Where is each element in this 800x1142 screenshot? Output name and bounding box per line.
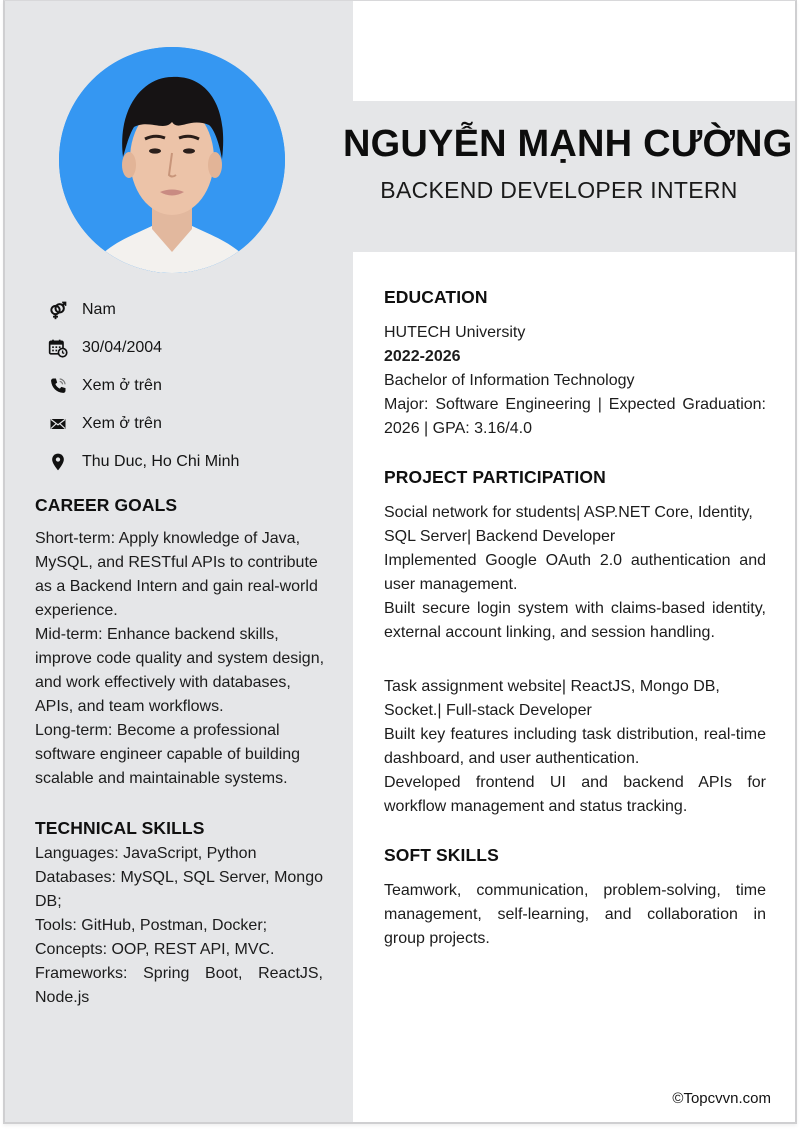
gender-icon xyxy=(47,299,69,321)
candidate-role: BACKEND DEVELOPER INTERN xyxy=(380,177,738,203)
contact-info xyxy=(45,291,325,481)
cv-page xyxy=(3,0,797,1124)
education-details: Major: Software Engineering | Expected Graduation: 2026 | GPA: 3.16/4.0 xyxy=(384,396,766,437)
skill-frameworks: Frameworks: Spring Boot, ReactJS, Node.js xyxy=(35,965,323,1006)
skill-databases: Databases: MySQL, SQL Server, Mongo DB; xyxy=(35,869,323,910)
profile-photo xyxy=(59,47,285,273)
email-value: Xem ở trên xyxy=(82,415,162,432)
education-title: EDUCATION xyxy=(384,287,488,307)
email-icon xyxy=(47,413,69,435)
technical-skills-title: TECHNICAL SKILLS xyxy=(35,818,205,838)
projects-section xyxy=(384,467,766,819)
career-goals-title: CAREER GOALS xyxy=(35,495,178,515)
project-heading: Social network for students| ASP.NET Core, Identity, SQL Server| Backend Developer xyxy=(384,504,753,545)
portrait-image xyxy=(59,47,285,273)
skill-concepts: Concepts: OOP, REST API, MVC. xyxy=(35,941,275,958)
skill-tools: Tools: GitHub, Postman, Docker; xyxy=(35,917,268,934)
projects-title: PROJECT PARTICIPATION xyxy=(384,467,606,487)
technical-skills-section xyxy=(35,818,323,1010)
phone-icon xyxy=(47,375,69,397)
phone-value: Xem ở trên xyxy=(82,377,162,394)
contact-email xyxy=(45,405,325,443)
project-bullet: Implemented Google OAuth 2.0 authentication and user management. xyxy=(384,552,766,593)
contact-gender xyxy=(45,291,325,329)
soft-skills-title: SOFT SKILLS xyxy=(384,845,499,865)
location-icon xyxy=(47,451,69,473)
project-heading: Task assignment website| ReactJS, Mongo DB, Socket.| Full-stack Developer xyxy=(384,678,720,719)
header-band xyxy=(343,101,795,252)
career-goal-short-term: Short-term: Apply knowledge of Java, MySQL, and RESTful APIs to contribute as a Backend Intern and gain real-world experience. xyxy=(35,530,318,619)
candidate-name: NGUYỄN MẠNH CƯỜNG xyxy=(343,123,793,165)
education-section xyxy=(384,287,766,441)
contact-phone xyxy=(45,367,325,405)
career-goals-section xyxy=(35,495,325,791)
location-value: Thu Duc, Ho Chi Minh xyxy=(82,453,240,470)
birthdate-value: 30/04/2004 xyxy=(82,339,163,356)
contact-birthdate xyxy=(45,329,325,367)
soft-skills-section xyxy=(384,845,766,951)
project-bullet: Built secure login system with claims-based identity, external account linking, and session handling. xyxy=(384,600,766,641)
skill-languages: Languages: JavaScript, Python xyxy=(35,845,257,862)
career-goal-long-term: Long-term: Become a professional software engineer capable of building scalable and maintainable systems. xyxy=(35,722,301,787)
career-goal-mid-term: Mid-term: Enhance backend skills, improve code quality and system design, and work effectively with databases, APIs, and team workflows. xyxy=(35,626,325,715)
gender-value: Nam xyxy=(82,301,116,318)
education-degree: Bachelor of Information Technology xyxy=(384,372,635,389)
education-school: HUTECH University xyxy=(384,324,526,341)
education-period: 2022-2026 xyxy=(384,348,461,365)
project-item xyxy=(384,675,766,819)
calendar-icon xyxy=(47,337,69,359)
project-item xyxy=(384,501,766,645)
footer-copyright: ©Topcvvn.com xyxy=(672,1090,771,1107)
project-bullet: Developed frontend UI and backend APIs for workflow management and status tracking. xyxy=(384,774,766,815)
project-bullet: Built key features including task distribution, real-time dashboard, and user authentication. xyxy=(384,726,766,767)
soft-skills-text: Teamwork, communication, problem-solving, time management, self-learning, and collaboration in group projects. xyxy=(384,882,766,947)
contact-location xyxy=(45,443,325,481)
sidebar xyxy=(5,1,353,1122)
